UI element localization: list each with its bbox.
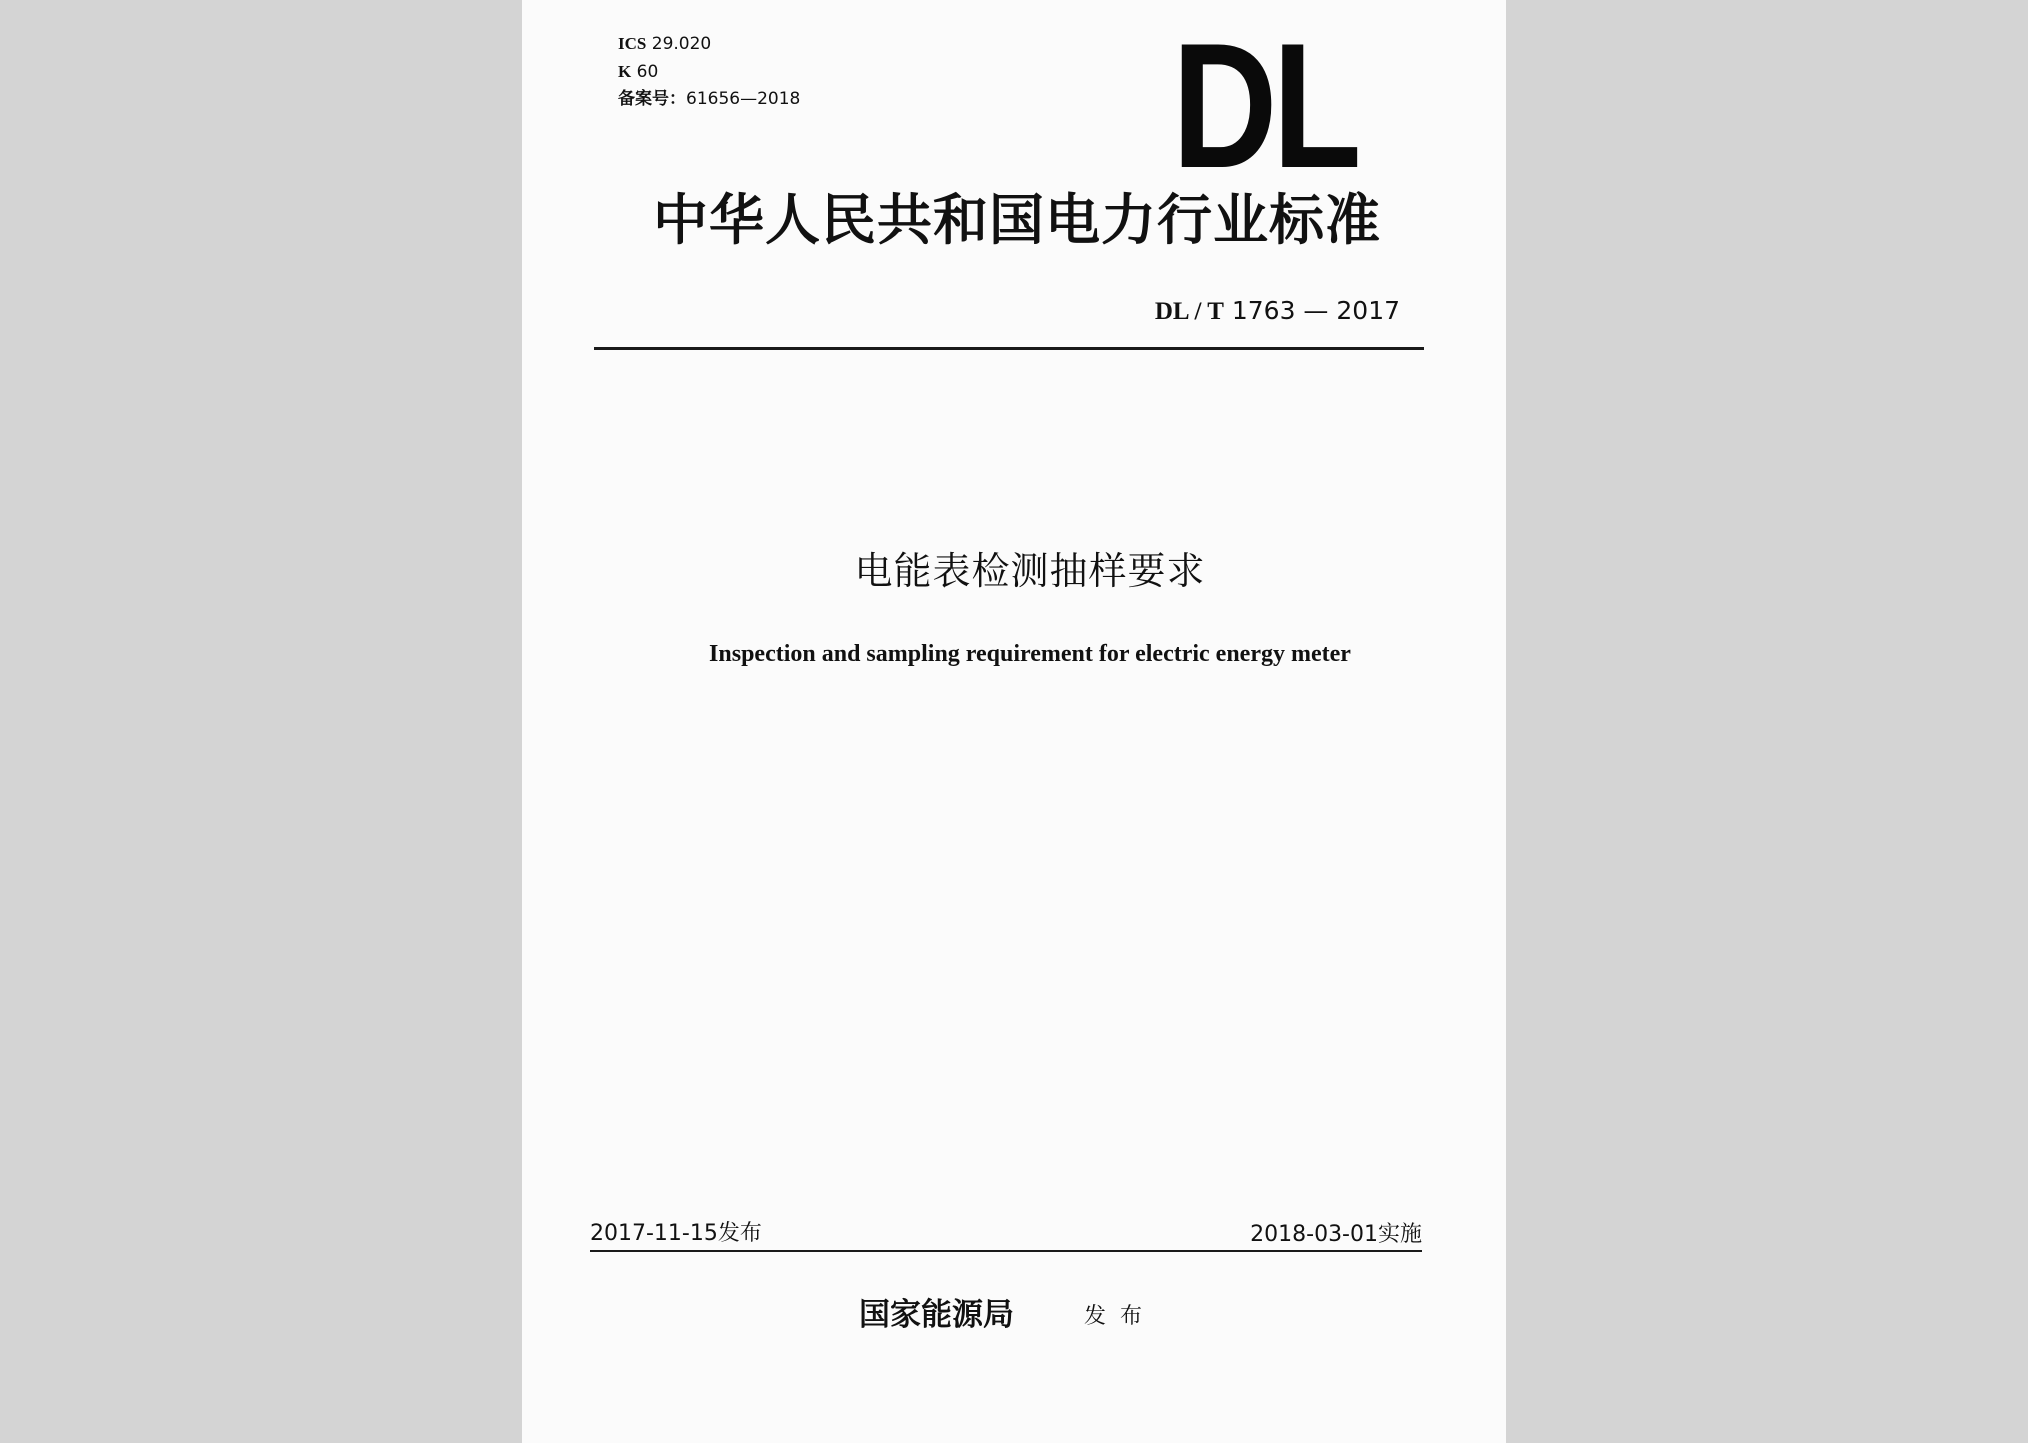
top-divider	[594, 347, 1424, 350]
standard-number	[1155, 296, 1400, 327]
classification-line	[618, 58, 800, 86]
ics-code: 29.020	[651, 34, 712, 54]
standard-category-title: 中华人民共和国电力行业标准	[652, 188, 1381, 252]
ics-line	[618, 30, 800, 58]
record-label: 备案号：	[618, 89, 686, 109]
dl-logo: DL	[1172, 6, 1357, 205]
classification-label: K	[618, 62, 632, 81]
publisher-name: 国家能源局	[859, 1297, 1014, 1333]
classification-code: 60	[636, 62, 659, 82]
publish-label: 发布	[1084, 1304, 1157, 1329]
issue-date: 2017-11-15发布	[590, 1221, 762, 1246]
bottom-divider	[590, 1250, 1422, 1252]
ics-label: ICS	[618, 34, 647, 53]
record-number: 61656—2018	[686, 89, 801, 109]
document-metadata	[618, 30, 800, 113]
record-line	[618, 86, 800, 113]
document-title-chinese: 电能表检测抽样要求	[854, 549, 1206, 593]
document-page	[522, 0, 1506, 1443]
standard-number-value: 1763 — 2017	[1231, 296, 1400, 325]
standard-number-prefix: DL / T	[1154, 298, 1224, 325]
document-title-english: Inspection and sampling requirement for electric energy meter	[709, 641, 1351, 667]
implementation-date: 2018-03-01实施	[1250, 1222, 1422, 1247]
